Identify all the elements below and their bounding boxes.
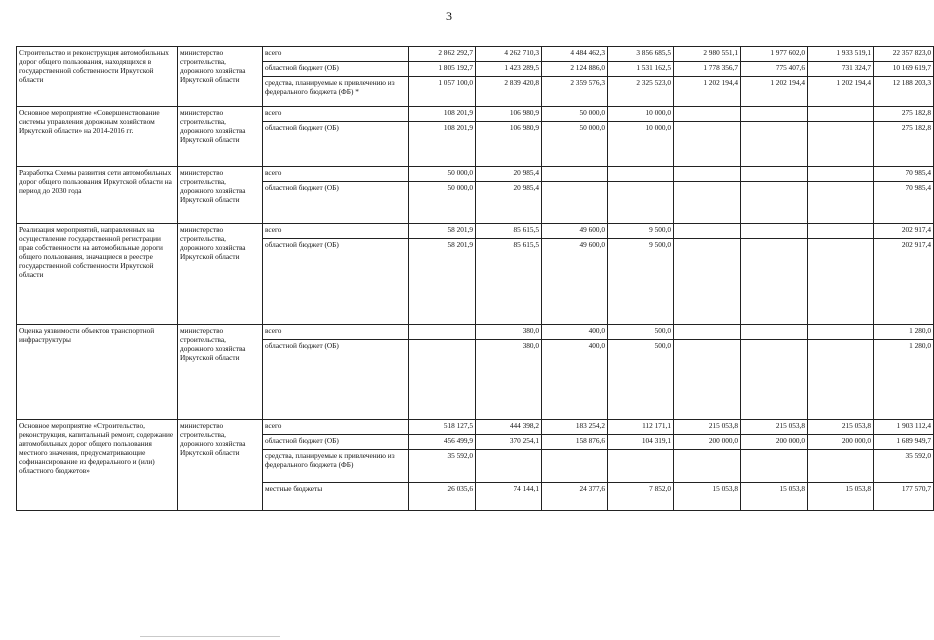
funding-source-cell: всего bbox=[263, 107, 409, 122]
year-value-cell: 444 398,2 bbox=[476, 420, 542, 435]
total-value-cell: 202 917,4 bbox=[874, 239, 934, 325]
year-value-cell: 85 615,5 bbox=[476, 224, 542, 239]
total-value-cell: 1 280,0 bbox=[874, 340, 934, 420]
funding-source-cell: областной бюджет (ОБ) bbox=[263, 62, 409, 77]
year-value-cell: 4 484 462,3 bbox=[542, 47, 608, 62]
year-value-cell bbox=[808, 224, 874, 239]
year-value-cell: 2 124 886,0 bbox=[542, 62, 608, 77]
total-value-cell: 35 592,0 bbox=[874, 450, 934, 483]
measure-name-cell: Оценка уязвимости объектов транспортной инфраструктуры bbox=[17, 325, 178, 420]
total-value-cell: 275 182,8 bbox=[874, 107, 934, 122]
total-value-cell: 70 985,4 bbox=[874, 167, 934, 182]
year-value-cell: 50 000,0 bbox=[409, 167, 476, 182]
year-value-cell: 104 319,1 bbox=[608, 435, 674, 450]
year-value-cell: 85 615,5 bbox=[476, 239, 542, 325]
funding-source-cell: областной бюджет (ОБ) bbox=[263, 239, 409, 325]
year-value-cell bbox=[542, 182, 608, 224]
year-value-cell: 4 262 710,3 bbox=[476, 47, 542, 62]
year-value-cell bbox=[674, 122, 741, 167]
year-value-cell bbox=[741, 167, 808, 182]
scan-noise-line bbox=[140, 636, 280, 637]
year-value-cell bbox=[608, 167, 674, 182]
year-value-cell: 380,0 bbox=[476, 340, 542, 420]
year-value-cell: 10 000,0 bbox=[608, 122, 674, 167]
year-value-cell bbox=[409, 340, 476, 420]
total-value-cell: 1 903 112,4 bbox=[874, 420, 934, 435]
year-value-cell bbox=[741, 450, 808, 483]
table-row bbox=[17, 47, 934, 62]
year-value-cell: 380,0 bbox=[476, 325, 542, 340]
year-value-cell: 20 985,4 bbox=[476, 182, 542, 224]
measure-name-cell: Основное мероприятие «Строительство, реконструкция, капитальный ремонт, содержание автомобильных дорог общего пользования местного значения, предусматривающие софинансирование из федерального и (или) областного бюджетов» bbox=[17, 420, 178, 511]
year-value-cell: 74 144,1 bbox=[476, 483, 542, 511]
year-value-cell: 400,0 bbox=[542, 325, 608, 340]
year-value-cell bbox=[741, 239, 808, 325]
executor-cell: министерство строительства, дорожного хозяйства Иркутской области bbox=[178, 167, 263, 224]
year-value-cell bbox=[674, 340, 741, 420]
year-value-cell bbox=[674, 107, 741, 122]
year-value-cell bbox=[741, 340, 808, 420]
year-value-cell: 2 980 551,1 bbox=[674, 47, 741, 62]
year-value-cell: 106 980,9 bbox=[476, 122, 542, 167]
year-value-cell: 2 862 292,7 bbox=[409, 47, 476, 62]
measure-name-cell: Реализация мероприятий, направленных на осуществление государственной регистрации прав собственности на автомобильные дороги общего пользования, значащиеся в реестре государственной собственности Иркутской области bbox=[17, 224, 178, 325]
year-value-cell: 500,0 bbox=[608, 340, 674, 420]
year-value-cell: 215 053,8 bbox=[808, 420, 874, 435]
year-value-cell bbox=[674, 167, 741, 182]
total-value-cell: 70 985,4 bbox=[874, 182, 934, 224]
table-row bbox=[17, 167, 934, 182]
year-value-cell bbox=[542, 450, 608, 483]
year-value-cell: 7 852,0 bbox=[608, 483, 674, 511]
executor-cell: министерство строительства, дорожного хозяйства Иркутской области bbox=[178, 224, 263, 325]
year-value-cell: 183 254,2 bbox=[542, 420, 608, 435]
year-value-cell bbox=[608, 182, 674, 224]
year-value-cell: 1 202 194,4 bbox=[741, 77, 808, 107]
year-value-cell: 112 171,1 bbox=[608, 420, 674, 435]
year-value-cell: 108 201,9 bbox=[409, 122, 476, 167]
executor-cell: министерство строительства, дорожного хозяйства Иркутской области bbox=[178, 107, 263, 167]
year-value-cell bbox=[808, 239, 874, 325]
funding-source-cell: всего bbox=[263, 325, 409, 340]
year-value-cell: 200 000,0 bbox=[808, 435, 874, 450]
year-value-cell: 370 254,1 bbox=[476, 435, 542, 450]
year-value-cell bbox=[741, 107, 808, 122]
year-value-cell: 1 202 194,4 bbox=[674, 77, 741, 107]
year-value-cell: 24 377,6 bbox=[542, 483, 608, 511]
year-value-cell bbox=[608, 450, 674, 483]
table-row bbox=[17, 325, 934, 340]
funding-source-cell: областной бюджет (ОБ) bbox=[263, 435, 409, 450]
year-value-cell bbox=[409, 325, 476, 340]
page-number: 3 bbox=[446, 9, 452, 23]
funding-source-cell: всего bbox=[263, 47, 409, 62]
year-value-cell: 106 980,9 bbox=[476, 107, 542, 122]
year-value-cell: 35 592,0 bbox=[409, 450, 476, 483]
year-value-cell: 50 000,0 bbox=[542, 122, 608, 167]
funding-source-cell: областной бюджет (ОБ) bbox=[263, 122, 409, 167]
year-value-cell: 1 057 100,0 bbox=[409, 77, 476, 107]
budget-table-body bbox=[17, 47, 934, 511]
year-value-cell bbox=[808, 107, 874, 122]
year-value-cell: 49 600,0 bbox=[542, 224, 608, 239]
year-value-cell bbox=[808, 340, 874, 420]
year-value-cell: 158 876,6 bbox=[542, 435, 608, 450]
total-value-cell: 202 917,4 bbox=[874, 224, 934, 239]
year-value-cell: 200 000,0 bbox=[674, 435, 741, 450]
year-value-cell bbox=[674, 239, 741, 325]
year-value-cell: 200 000,0 bbox=[741, 435, 808, 450]
year-value-cell bbox=[476, 450, 542, 483]
year-value-cell: 49 600,0 bbox=[542, 239, 608, 325]
year-value-cell bbox=[808, 182, 874, 224]
year-value-cell: 215 053,8 bbox=[674, 420, 741, 435]
total-value-cell: 1 689 949,7 bbox=[874, 435, 934, 450]
year-value-cell: 215 053,8 bbox=[741, 420, 808, 435]
executor-cell: министерство строительства, дорожного хозяйства Иркутской области bbox=[178, 420, 263, 511]
year-value-cell: 15 053,8 bbox=[808, 483, 874, 511]
year-value-cell: 15 053,8 bbox=[741, 483, 808, 511]
table-row bbox=[17, 107, 934, 122]
year-value-cell: 50 000,0 bbox=[542, 107, 608, 122]
budget-table bbox=[16, 46, 934, 511]
year-value-cell bbox=[674, 224, 741, 239]
year-value-cell: 10 000,0 bbox=[608, 107, 674, 122]
year-value-cell bbox=[808, 450, 874, 483]
year-value-cell: 1 202 194,4 bbox=[808, 77, 874, 107]
year-value-cell bbox=[674, 325, 741, 340]
year-value-cell bbox=[542, 167, 608, 182]
table-row bbox=[17, 420, 934, 435]
funding-source-cell: всего bbox=[263, 224, 409, 239]
funding-source-cell: областной бюджет (ОБ) bbox=[263, 182, 409, 224]
total-value-cell: 10 169 619,7 bbox=[874, 62, 934, 77]
year-value-cell bbox=[741, 325, 808, 340]
table-row bbox=[17, 224, 934, 239]
year-value-cell: 1 933 519,1 bbox=[808, 47, 874, 62]
executor-cell: министерство строительства, дорожного хозяйства Иркутской области bbox=[178, 47, 263, 107]
year-value-cell: 58 201,9 bbox=[409, 239, 476, 325]
year-value-cell bbox=[674, 450, 741, 483]
funding-source-cell: всего bbox=[263, 167, 409, 182]
year-value-cell bbox=[808, 122, 874, 167]
year-value-cell: 50 000,0 bbox=[409, 182, 476, 224]
funding-source-cell: областной бюджет (ОБ) bbox=[263, 340, 409, 420]
year-value-cell bbox=[741, 224, 808, 239]
year-value-cell: 15 053,8 bbox=[674, 483, 741, 511]
year-value-cell: 1 531 162,5 bbox=[608, 62, 674, 77]
year-value-cell bbox=[808, 167, 874, 182]
year-value-cell: 775 407,6 bbox=[741, 62, 808, 77]
year-value-cell: 1 778 356,7 bbox=[674, 62, 741, 77]
year-value-cell: 2 325 523,0 bbox=[608, 77, 674, 107]
year-value-cell: 1 423 289,5 bbox=[476, 62, 542, 77]
funding-source-cell: местные бюджеты bbox=[263, 483, 409, 511]
year-value-cell: 20 985,4 bbox=[476, 167, 542, 182]
measure-name-cell: Разработка Схемы развития сети автомобильных дорог общего пользования Иркутской области на период до 2030 года bbox=[17, 167, 178, 224]
year-value-cell: 9 500,0 bbox=[608, 224, 674, 239]
total-value-cell: 177 570,7 bbox=[874, 483, 934, 511]
year-value-cell: 456 499,9 bbox=[409, 435, 476, 450]
funding-source-cell: всего bbox=[263, 420, 409, 435]
year-value-cell: 1 977 602,0 bbox=[741, 47, 808, 62]
year-value-cell: 26 035,6 bbox=[409, 483, 476, 511]
year-value-cell bbox=[808, 325, 874, 340]
year-value-cell bbox=[741, 122, 808, 167]
funding-source-cell: средства, планируемые к привлечению из федерального бюджета (ФБ) * bbox=[263, 77, 409, 107]
year-value-cell bbox=[741, 182, 808, 224]
total-value-cell: 12 188 203,3 bbox=[874, 77, 934, 107]
year-value-cell: 518 127,5 bbox=[409, 420, 476, 435]
year-value-cell: 2 359 576,3 bbox=[542, 77, 608, 107]
year-value-cell: 58 201,9 bbox=[409, 224, 476, 239]
measure-name-cell: Основное мероприятие «Совершенствование системы управления дорожным хозяйством Иркутской области» на 2014-2016 гг. bbox=[17, 107, 178, 167]
year-value-cell: 108 201,9 bbox=[409, 107, 476, 122]
year-value-cell: 500,0 bbox=[608, 325, 674, 340]
total-value-cell: 275 182,8 bbox=[874, 122, 934, 167]
year-value-cell: 2 839 420,8 bbox=[476, 77, 542, 107]
year-value-cell: 3 856 685,5 bbox=[608, 47, 674, 62]
executor-cell: министерство строительства, дорожного хозяйства Иркутской области bbox=[178, 325, 263, 420]
measure-name-cell: Строительство и реконструкция автомобильных дорог общего пользования, находящихся в государственной собственности Иркутской области bbox=[17, 47, 178, 107]
year-value-cell: 731 324,7 bbox=[808, 62, 874, 77]
total-value-cell: 1 280,0 bbox=[874, 325, 934, 340]
year-value-cell: 400,0 bbox=[542, 340, 608, 420]
year-value-cell: 9 500,0 bbox=[608, 239, 674, 325]
total-value-cell: 22 357 823,0 bbox=[874, 47, 934, 62]
year-value-cell bbox=[674, 182, 741, 224]
funding-source-cell: средства, планируемые к привлечению из федерального бюджета (ФБ) bbox=[263, 450, 409, 483]
year-value-cell: 1 805 192,7 bbox=[409, 62, 476, 77]
